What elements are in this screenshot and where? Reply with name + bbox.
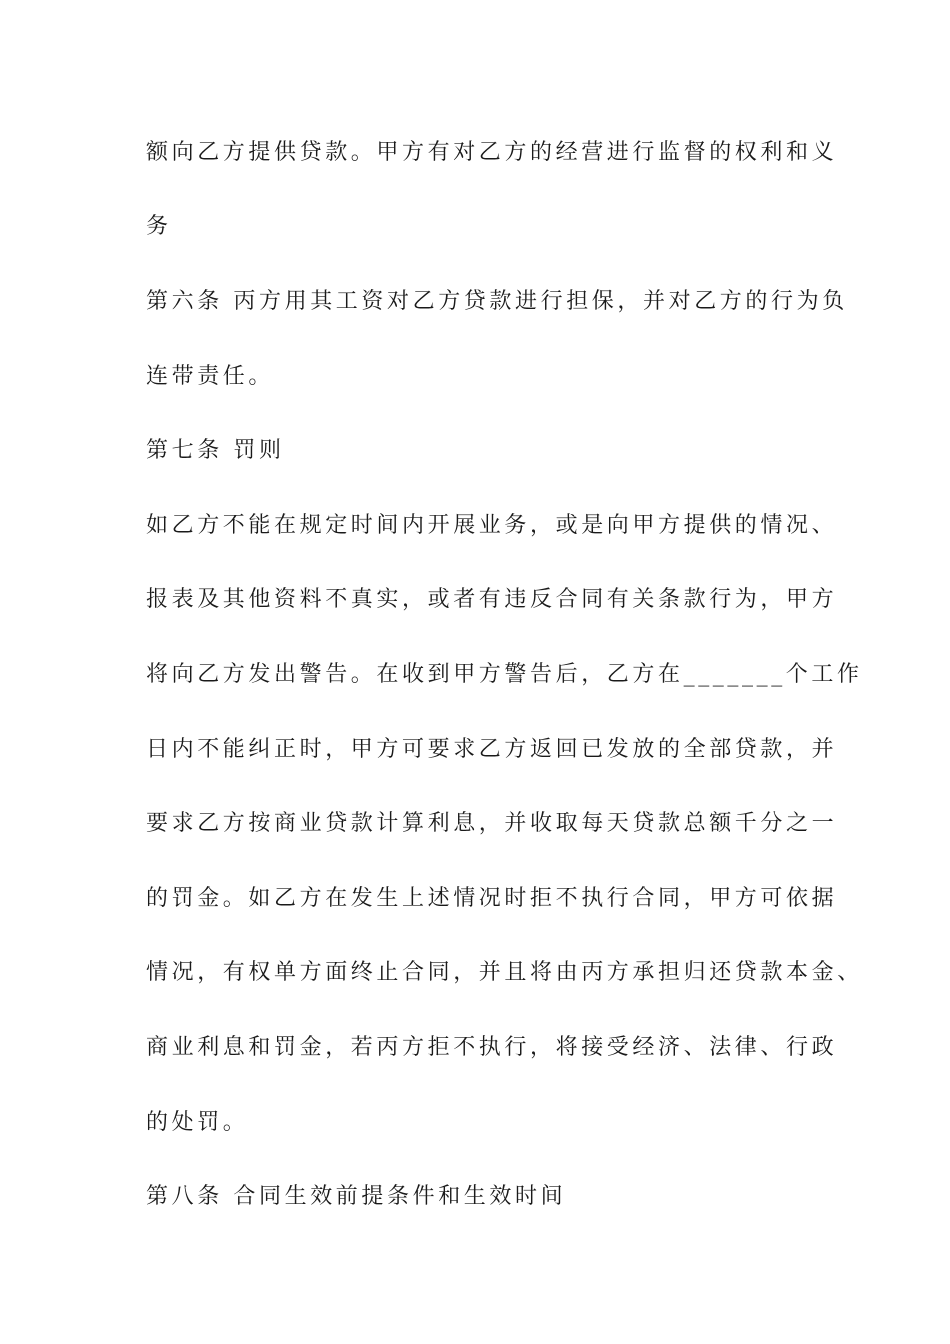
text-line: 的罚金。如乙方在发生上述情况时拒不执行合同，甲方可依据	[146, 886, 838, 911]
text-line: 额向乙方提供贷款。甲方有对乙方的经营进行监督的权利和义	[146, 140, 838, 165]
article-6-line: 第六条 丙方用其工资对乙方贷款进行担保，并对乙方的行为负	[146, 289, 848, 314]
text-line: 的处罚。	[146, 1110, 249, 1135]
text-line: 情况，有权单方面终止合同，并且将由丙方承担归还贷款本金、	[146, 960, 863, 985]
article-7-heading: 第七条 罚则	[146, 438, 285, 463]
article-8-heading: 第八条 合同生效前提条件和生效时间	[146, 1184, 567, 1209]
text-line: 日内不能纠正时，甲方可要求乙方返回已发放的全部贷款，并	[146, 737, 838, 762]
text-line: 报表及其他资料不真实，或者有违反合同有关条款行为，甲方	[146, 587, 838, 612]
text-line: 连带责任。	[146, 364, 275, 389]
text-line: 如乙方不能在规定时间内开展业务，或是向甲方提供的情况、	[146, 513, 838, 538]
text-line: 要求乙方按商业贷款计算利息，并收取每天贷款总额千分之一	[146, 811, 838, 836]
text-line-with-blank: 将向乙方发出警告。在收到甲方警告后，乙方在_______个工作	[146, 662, 863, 687]
text-line: 商业利息和罚金，若丙方拒不执行，将接受经济、法律、行政	[146, 1035, 838, 1060]
text-line: 务	[146, 214, 172, 239]
